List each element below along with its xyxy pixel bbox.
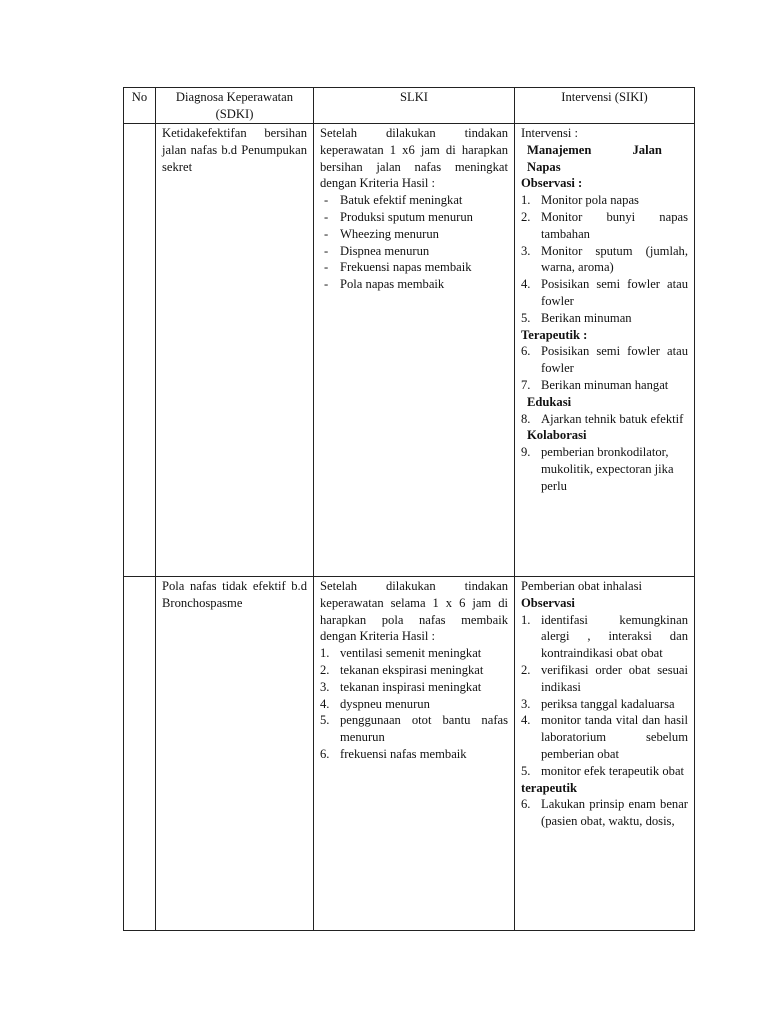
section-heading: terapeutik — [521, 780, 577, 795]
list-item: 4. dyspneu menurun — [320, 696, 430, 711]
section-heading: Observasi — [521, 595, 575, 610]
list-item: 5. monitor efek terapeutik obat — [521, 763, 685, 778]
list-item: - Dispnea menurun — [324, 243, 430, 258]
list-item: - Produksi sputum menurun — [324, 209, 473, 224]
siki-list — [521, 411, 688, 428]
cell-siki — [515, 124, 695, 577]
siki-list — [521, 444, 688, 494]
header-siki: Intervensi (SIKI) — [515, 88, 695, 124]
list-item: 8. Ajarkan tehnik batuk efektif — [521, 411, 684, 426]
siki-title — [521, 142, 688, 159]
list-item: 5. Berikan minuman — [521, 310, 632, 325]
cell-diagnosa: Pola nafas tidak efektif b.d Bronchospasme — [156, 577, 314, 931]
cell-siki — [515, 577, 695, 931]
slki-intro: Setelah dilakukan tindakan keperawatan selama 1 x 6 jam di harapkan pola nafas membaik dengan Kriteria Hasil : — [320, 579, 508, 644]
siki-list — [521, 343, 688, 393]
list-item: 9. pemberian bronkodilator, mukolitik, expectoran jika perlu — [521, 445, 674, 493]
cell-slki — [314, 577, 515, 931]
list-item: 4. monitor tanda vital dan hasil laboratorium sebelum pemberian obat — [521, 713, 688, 761]
table-row — [124, 124, 695, 577]
list-item: 2. Monitor bunyi napas tambahan — [521, 209, 688, 241]
section-heading: Terapeutik : — [521, 327, 588, 342]
slki-intro: Setelah dilakukan tindakan keperawatan 1 x6 jam di harapkan bersihan jalan nafas meningkat dengan Kriteria Hasil : — [320, 126, 508, 191]
list-item: 3. Monitor sputum (jumlah, warna, aroma) — [521, 243, 688, 275]
cell-slki — [314, 124, 515, 577]
cell-no — [124, 124, 156, 577]
header-diagnosa: Diagnosa Keperawatan (SDKI) — [156, 88, 314, 124]
list-item: 1. ventilasi semenit meningkat — [320, 646, 482, 661]
header-slki: SLKI — [314, 88, 515, 124]
list-item: - Pola napas membaik — [324, 277, 445, 292]
list-item: 3. tekanan inspirasi meningkat — [320, 679, 482, 694]
slki-criteria-list — [320, 645, 508, 763]
siki-label: Pemberian obat inhalasi — [521, 579, 643, 593]
list-item: 4. Posisikan semi fowler atau fowler — [521, 277, 688, 308]
siki-list — [521, 796, 688, 830]
section-heading: Edukasi — [527, 394, 572, 409]
siki-list — [521, 192, 688, 326]
list-item: 3. periksa tanggal kadaluarsa — [521, 696, 675, 711]
siki-list — [521, 612, 688, 780]
list-item: - Wheezing menurun — [324, 226, 439, 241]
siki-title-part: Napas — [527, 159, 561, 174]
siki-title-part: Manajemen Jalan — [527, 142, 662, 157]
list-item: 2. tekanan ekspirasi meningkat — [320, 662, 484, 677]
list-item: 2. verifikasi order obat sesuai indikasi — [521, 662, 688, 694]
list-item: 6. frekuensi nafas membaik — [320, 746, 467, 761]
table-row — [124, 577, 695, 931]
list-item: 5. penggunaan otot bantu nafas menurun — [320, 713, 508, 745]
siki-label: Intervensi : — [521, 126, 579, 140]
nursing-care-table — [123, 87, 695, 931]
list-item: - Batuk efektif meningkat — [324, 193, 463, 208]
cell-no — [124, 577, 156, 931]
section-heading: Observasi : — [521, 176, 583, 191]
list-item: 6. Posisikan semi fowler atau fowler — [521, 344, 688, 376]
cell-diagnosa: Ketidakefektifan bersihan jalan nafas b.d Penumpukan sekret — [156, 124, 314, 577]
table-header-row — [124, 88, 695, 124]
section-heading: Kolaborasi — [527, 428, 587, 443]
slki-criteria-list — [320, 192, 508, 293]
list-item: - Frekuensi napas membaik — [324, 260, 472, 275]
list-item: 6. Lakukan prinsip enam benar (pasien obat, waktu, dosis, — [521, 797, 688, 829]
header-no: No — [124, 88, 156, 124]
list-item: 7. Berikan minuman hangat — [521, 377, 669, 392]
list-item: 1. identifasi kemungkinan alergi , interaksi dan kontraindikasi obat obat — [521, 612, 688, 661]
list-item: 1. Monitor pola napas — [521, 193, 639, 208]
